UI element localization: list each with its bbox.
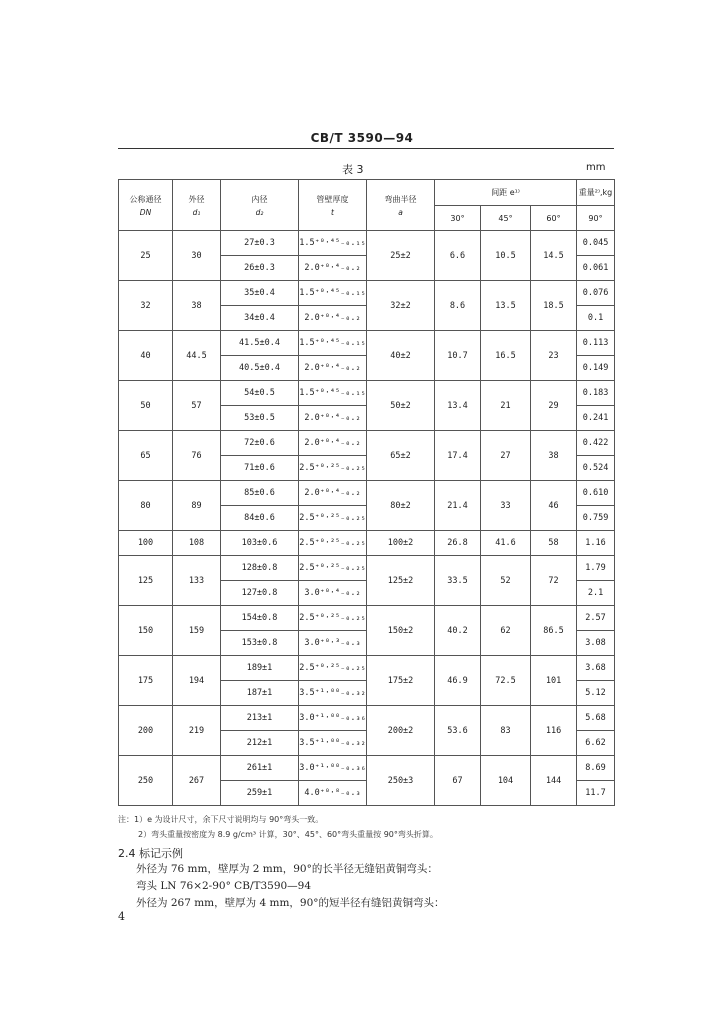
cell-od: 89	[173, 481, 221, 531]
cell-e45: 10.5	[481, 231, 531, 281]
cell-radius: 250±3	[367, 756, 435, 806]
table-row	[119, 281, 615, 306]
cell-e60: 58	[531, 531, 577, 556]
col-weight-header: 重量²⁾,kg	[577, 180, 615, 206]
cell-e45: 62	[481, 606, 531, 656]
cell-od: 133	[173, 556, 221, 606]
cell-radius: 50±2	[367, 381, 435, 431]
cell-e45: 13.5	[481, 281, 531, 331]
cell-e30: 33.5	[435, 556, 481, 606]
page-number: 4	[118, 910, 125, 923]
cell-wall: 2.5⁺⁰·²⁵₋₀.₂₅	[299, 531, 367, 556]
cell-dn: 100	[119, 531, 173, 556]
cell-dn: 25	[119, 231, 173, 281]
cell-wall: 3.0⁺¹·⁰⁰₋₀.₃₆	[299, 706, 367, 731]
cell-e45: 52	[481, 556, 531, 606]
cell-wall: 3.5⁺¹·⁰⁰₋₀.₃₂	[299, 731, 367, 756]
cell-weight: 2.57	[577, 606, 615, 631]
cell-weight: 0.061	[577, 256, 615, 281]
cell-dn: 250	[119, 756, 173, 806]
cell-e45: 33	[481, 481, 531, 531]
table-row	[119, 531, 615, 556]
cell-weight: 0.759	[577, 506, 615, 531]
cell-id: 84±0.6	[221, 506, 299, 531]
cell-radius: 175±2	[367, 656, 435, 706]
cell-id: 35±0.4	[221, 281, 299, 306]
cell-e60: 144	[531, 756, 577, 806]
cell-id: 154±0.8	[221, 606, 299, 631]
cell-dn: 32	[119, 281, 173, 331]
table-row	[119, 331, 615, 356]
cell-id: 213±1	[221, 706, 299, 731]
cell-weight: 0.422	[577, 431, 615, 456]
table-caption: 表 3	[342, 163, 364, 176]
cell-id: 103±0.6	[221, 531, 299, 556]
cell-id: 26±0.3	[221, 256, 299, 281]
table-row	[119, 756, 615, 781]
cell-e60: 38	[531, 431, 577, 481]
cell-id: 261±1	[221, 756, 299, 781]
cell-weight: 2.1	[577, 581, 615, 606]
table-row	[119, 556, 615, 581]
col-wall-header: 管壁厚度 t	[299, 180, 367, 231]
cell-od: 44.5	[173, 331, 221, 381]
col-angle-30: 30°	[435, 206, 481, 231]
cell-weight: 3.08	[577, 631, 615, 656]
table-row	[119, 381, 615, 406]
col-spacing-header: 间距 e¹⁾	[435, 180, 577, 206]
col-angle-45: 45°	[481, 206, 531, 231]
cell-wall: 3.0⁺⁰·³₋₀.₃	[299, 631, 367, 656]
specification-table	[118, 179, 615, 806]
cell-e60: 72	[531, 556, 577, 606]
table-row	[119, 231, 615, 256]
cell-weight: 0.524	[577, 456, 615, 481]
cell-weight: 3.68	[577, 656, 615, 681]
cell-e30: 53.6	[435, 706, 481, 756]
cell-dn: 80	[119, 481, 173, 531]
cell-weight: 5.68	[577, 706, 615, 731]
cell-wall: 2.5⁺⁰·²⁵₋₀.₂₅	[299, 656, 367, 681]
table-unit: mm	[586, 162, 606, 173]
cell-weight: 1.16	[577, 531, 615, 556]
cell-wall: 2.5⁺⁰·²⁵₋₀.₂₅	[299, 606, 367, 631]
cell-weight: 8.69	[577, 756, 615, 781]
cell-weight: 0.076	[577, 281, 615, 306]
cell-wall: 2.5⁺⁰·²⁵₋₀.₂₅	[299, 506, 367, 531]
cell-weight: 0.1	[577, 306, 615, 331]
cell-wall: 2.0⁺⁰·⁴₋₀.₂	[299, 406, 367, 431]
cell-dn: 125	[119, 556, 173, 606]
cell-e30: 26.8	[435, 531, 481, 556]
cell-e45: 27	[481, 431, 531, 481]
cell-e60: 86.5	[531, 606, 577, 656]
cell-od: 108	[173, 531, 221, 556]
col-weight-90: 90°	[577, 206, 615, 231]
cell-e30: 10.7	[435, 331, 481, 381]
cell-e60: 101	[531, 656, 577, 706]
cell-wall: 2.0⁺⁰·⁴₋₀.₂	[299, 306, 367, 331]
table-row	[119, 706, 615, 731]
cell-id: 71±0.6	[221, 456, 299, 481]
cell-id: 53±0.5	[221, 406, 299, 431]
cell-weight: 0.610	[577, 481, 615, 506]
cell-od: 57	[173, 381, 221, 431]
cell-e60: 18.5	[531, 281, 577, 331]
standard-code-header: CB/T 3590—94	[310, 131, 414, 145]
cell-wall: 4.0⁺⁰·⁸₋₀.₃	[299, 781, 367, 806]
cell-e45: 72.5	[481, 656, 531, 706]
cell-weight: 0.113	[577, 331, 615, 356]
cell-e30: 8.6	[435, 281, 481, 331]
cell-wall: 2.0⁺⁰·⁴₋₀.₂	[299, 481, 367, 506]
cell-weight: 0.045	[577, 231, 615, 256]
cell-dn: 65	[119, 431, 173, 481]
cell-e60: 29	[531, 381, 577, 431]
cell-e60: 116	[531, 706, 577, 756]
cell-wall: 1.5⁺⁰·⁴⁵₋₀.₁₅	[299, 331, 367, 356]
cell-od: 219	[173, 706, 221, 756]
cell-wall: 2.0⁺⁰·⁴₋₀.₂	[299, 256, 367, 281]
cell-e45: 104	[481, 756, 531, 806]
cell-e30: 13.4	[435, 381, 481, 431]
cell-wall: 2.5⁺⁰·²⁵₋₀.₂₅	[299, 456, 367, 481]
cell-od: 159	[173, 606, 221, 656]
col-angle-60: 60°	[531, 206, 577, 231]
cell-weight: 0.149	[577, 356, 615, 381]
cell-radius: 125±2	[367, 556, 435, 606]
cell-e60: 23	[531, 331, 577, 381]
paragraph-3: 外径为 267 mm，壁厚为 4 mm，90°的短半径有缝铝黄铜弯头：	[136, 897, 445, 909]
cell-id: 128±0.8	[221, 556, 299, 581]
cell-radius: 200±2	[367, 706, 435, 756]
note-2: 2）弯头重量按密度为 8.9 g/cm³ 计算，30°、45°、60°弯头重量按 90°弯头折算。	[138, 830, 438, 839]
cell-wall: 1.5⁺⁰·⁴⁵₋₀.₁₅	[299, 281, 367, 306]
specification-table-body	[119, 231, 615, 806]
cell-dn: 150	[119, 606, 173, 656]
cell-od: 30	[173, 231, 221, 281]
cell-wall: 1.5⁺⁰·⁴⁵₋₀.₁₅	[299, 231, 367, 256]
cell-e60: 46	[531, 481, 577, 531]
cell-id: 85±0.6	[221, 481, 299, 506]
cell-id: 212±1	[221, 731, 299, 756]
cell-id: 34±0.4	[221, 306, 299, 331]
cell-e45: 83	[481, 706, 531, 756]
cell-e30: 6.6	[435, 231, 481, 281]
cell-weight: 5.12	[577, 681, 615, 706]
cell-e45: 16.5	[481, 331, 531, 381]
table-row	[119, 606, 615, 631]
cell-radius: 65±2	[367, 431, 435, 481]
cell-radius: 25±2	[367, 231, 435, 281]
cell-dn: 200	[119, 706, 173, 756]
cell-id: 127±0.8	[221, 581, 299, 606]
table-row	[119, 481, 615, 506]
header-rule	[118, 148, 614, 149]
cell-id: 187±1	[221, 681, 299, 706]
cell-id: 189±1	[221, 656, 299, 681]
col-radius-header: 弯曲半径 a	[367, 180, 435, 231]
table-row	[119, 431, 615, 456]
cell-od: 38	[173, 281, 221, 331]
col-id-header: 内径 d₂	[221, 180, 299, 231]
cell-wall: 3.0⁺⁰·⁴₋₀.₂	[299, 581, 367, 606]
cell-id: 40.5±0.4	[221, 356, 299, 381]
paragraph-2: 弯头 LN 76×2-90° CB/T3590—94	[136, 880, 312, 892]
table-row	[119, 656, 615, 681]
cell-e30: 21.4	[435, 481, 481, 531]
cell-radius: 80±2	[367, 481, 435, 531]
cell-e30: 40.2	[435, 606, 481, 656]
cell-wall: 2.0⁺⁰·⁴₋₀.₂	[299, 431, 367, 456]
cell-wall: 2.0⁺⁰·⁴₋₀.₂	[299, 356, 367, 381]
cell-wall: 1.5⁺⁰·⁴⁵₋₀.₁₅	[299, 381, 367, 406]
cell-radius: 32±2	[367, 281, 435, 331]
cell-id: 72±0.6	[221, 431, 299, 456]
cell-id: 259±1	[221, 781, 299, 806]
cell-e45: 21	[481, 381, 531, 431]
cell-wall: 3.0⁺¹·⁰⁰₋₀.₃₆	[299, 756, 367, 781]
section-title: 2.4 标记示例	[118, 847, 183, 860]
cell-dn: 175	[119, 656, 173, 706]
cell-wall: 2.5⁺⁰·²⁵₋₀.₂₅	[299, 556, 367, 581]
cell-dn: 50	[119, 381, 173, 431]
cell-weight: 0.183	[577, 381, 615, 406]
note-1: 注：1）e 为设计尺寸，余下尺寸说明均与 90°弯头一致。	[118, 815, 324, 824]
cell-e45: 41.6	[481, 531, 531, 556]
paragraph-1: 外径为 76 mm，壁厚为 2 mm，90°的长半径无缝铝黄铜弯头：	[136, 863, 438, 875]
cell-od: 76	[173, 431, 221, 481]
cell-weight: 11.7	[577, 781, 615, 806]
cell-wall: 3.5⁺¹·⁰⁰₋₀.₃₂	[299, 681, 367, 706]
cell-weight: 0.241	[577, 406, 615, 431]
cell-dn: 40	[119, 331, 173, 381]
cell-e60: 14.5	[531, 231, 577, 281]
cell-od: 267	[173, 756, 221, 806]
cell-id: 41.5±0.4	[221, 331, 299, 356]
cell-e30: 17.4	[435, 431, 481, 481]
cell-od: 194	[173, 656, 221, 706]
cell-radius: 40±2	[367, 331, 435, 381]
cell-radius: 150±2	[367, 606, 435, 656]
cell-id: 153±0.8	[221, 631, 299, 656]
cell-weight: 1.79	[577, 556, 615, 581]
col-od-header: 外径 d₁	[173, 180, 221, 231]
cell-e30: 46.9	[435, 656, 481, 706]
cell-weight: 6.62	[577, 731, 615, 756]
cell-id: 54±0.5	[221, 381, 299, 406]
cell-radius: 100±2	[367, 531, 435, 556]
cell-id: 27±0.3	[221, 231, 299, 256]
col-dn-header: 公称通径 DN	[119, 180, 173, 231]
cell-e30: 67	[435, 756, 481, 806]
